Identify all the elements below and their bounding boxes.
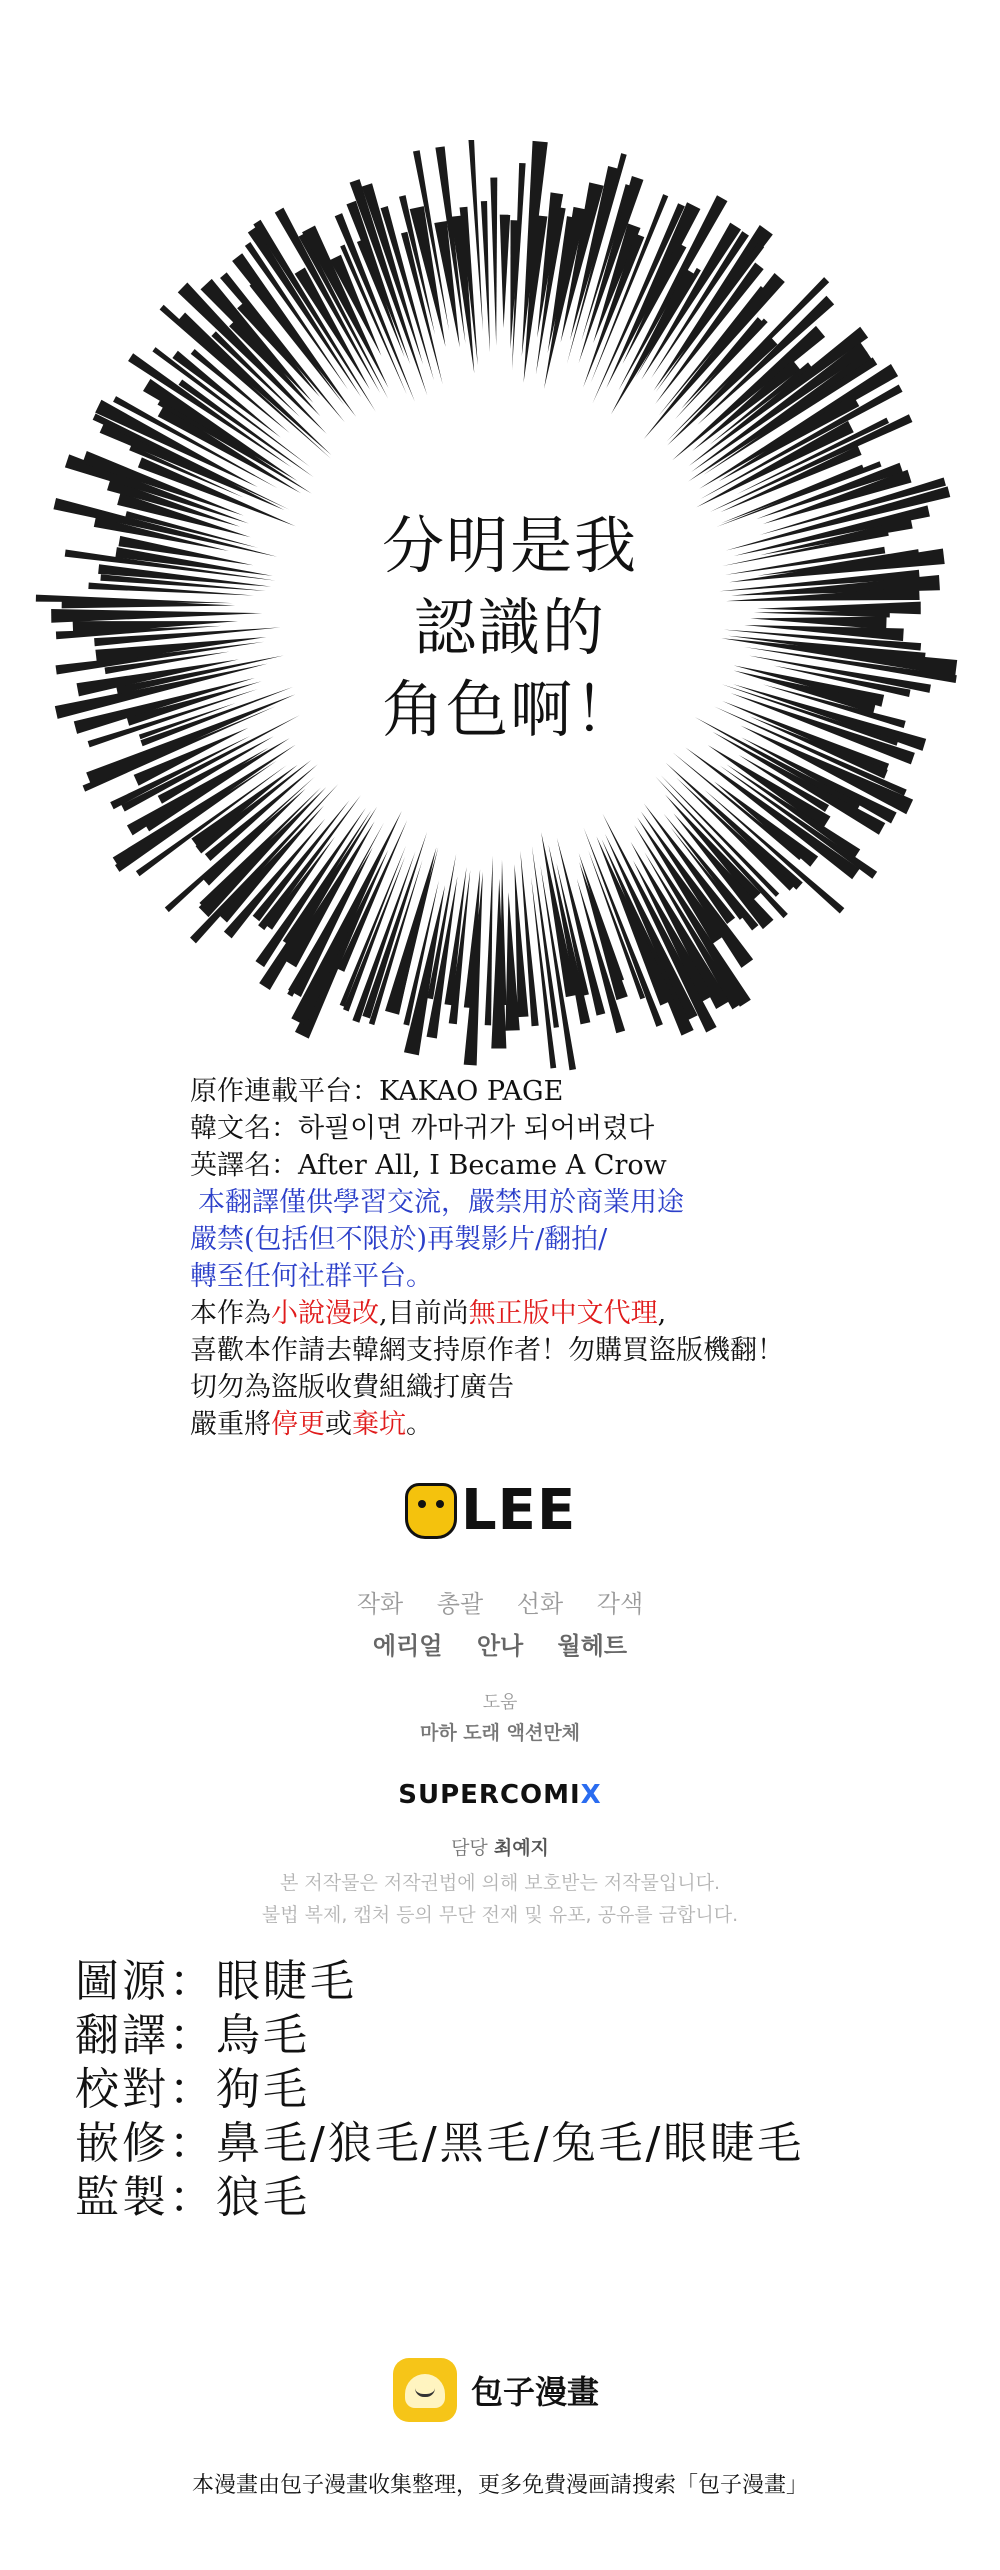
credits-roles: 작화 총괄 선화 각색 — [356, 1590, 644, 1618]
speed-line — [481, 201, 490, 353]
english-title-line: 英譯名：After All, I Became A Crow — [190, 1150, 667, 1181]
manager-line — [0, 1833, 1000, 1860]
platform-line: 原作連載平台：KAKAO PAGE — [190, 1076, 564, 1107]
speech-line: 分明是我 — [381, 509, 638, 582]
license-highlight: 無正版中文代理 — [468, 1298, 658, 1329]
staff-row: 翻譯：鳥毛 — [75, 2010, 310, 2061]
speed-line — [548, 845, 590, 1025]
baozi-name: 包子漫畫 — [471, 2373, 600, 2411]
staff-row: 嵌修：鼻毛/狼毛/黑毛/兔毛/眼睫毛 — [75, 2118, 805, 2169]
speed-line — [404, 885, 445, 1055]
staff-credits — [75, 1955, 804, 2225]
speech-bubble-text — [350, 505, 670, 751]
speed-line — [485, 856, 493, 1025]
credits-names: 에리얼 안나 월헤트 — [372, 1632, 628, 1660]
staff-row: 校對：狗毛 — [75, 2064, 310, 2115]
adaptation-text: 本作為 — [190, 1298, 271, 1329]
speed-line — [51, 609, 262, 623]
baozi-bun-icon — [393, 2358, 457, 2422]
korean-title-line: 韓文名：하필이면 까마귀가 되어버렸다 — [190, 1113, 655, 1144]
speed-line — [673, 753, 803, 861]
credits-help-names: 마하 도래 액션만체 — [419, 1722, 581, 1744]
serious-text: 或 — [325, 1409, 352, 1440]
credits-help-label: 도움 — [482, 1692, 518, 1713]
warning-line-1: 本翻譯僅供學習交流，嚴禁用於商業用途 — [198, 1187, 684, 1218]
speed-line — [352, 851, 415, 1022]
studio-logo — [405, 1478, 576, 1543]
staff-row: 監製：狼毛 — [75, 2172, 310, 2223]
staff-row: 圖源：眼睫毛 — [75, 1956, 357, 2007]
footer-note: 本漫畫由包子漫畫收集整理，更多免費漫画請搜索「包子漫畫」 — [191, 2473, 808, 2498]
warning-line-3: 轉至任何社群平台。 — [190, 1261, 433, 1292]
adaptation-text: ,目前尚 — [379, 1298, 469, 1329]
publisher-logo — [0, 1780, 1000, 1810]
speed-line — [541, 832, 577, 997]
serious-text: 嚴重將 — [190, 1409, 271, 1440]
baozi-logo[interactable] — [393, 2358, 599, 2422]
speed-line — [500, 215, 510, 329]
serious-line — [190, 1406, 950, 1443]
adaptation-text: , — [657, 1298, 667, 1329]
support-line: 喜歡本作請去韓網支持原作者！勿購買盜版機翻！ — [190, 1335, 784, 1366]
speech-line: 認識的 — [413, 591, 606, 664]
manager-name: 최예지 — [493, 1837, 549, 1859]
abandon-highlight: 棄坑 — [352, 1409, 406, 1440]
adaptation-line — [190, 1295, 950, 1332]
speed-line — [490, 178, 497, 346]
speed-line — [143, 379, 298, 481]
studio-logo-text: LEE — [461, 1478, 577, 1543]
translation-notice — [190, 1073, 950, 1443]
supercomix-x-icon: X — [580, 1780, 602, 1810]
warning-line-2: 嚴禁(包括但不限於)再製影片/翻拍/ — [190, 1224, 608, 1255]
stop-highlight: 停更 — [271, 1409, 325, 1440]
adaptation-highlight: 小說漫改 — [271, 1298, 379, 1329]
no-pirate-line: 切勿為盜版收費組織打廣告 — [190, 1372, 514, 1403]
copyright-line-1: 본 저작물은 저작권법에 의해 보호받는 저작물입니다. — [279, 1872, 721, 1894]
manager-label: 담당 — [451, 1837, 488, 1859]
lee-cat-logo-icon — [405, 1483, 457, 1539]
serious-text: 。 — [406, 1409, 433, 1440]
publisher-name: SUPERCOMI — [398, 1780, 581, 1810]
copyright-line-2: 불법 복제, 캡처 등의 무단 전재 및 유포, 공유를 금합니다. — [261, 1904, 739, 1926]
speech-line: 角色啊！ — [381, 673, 638, 746]
